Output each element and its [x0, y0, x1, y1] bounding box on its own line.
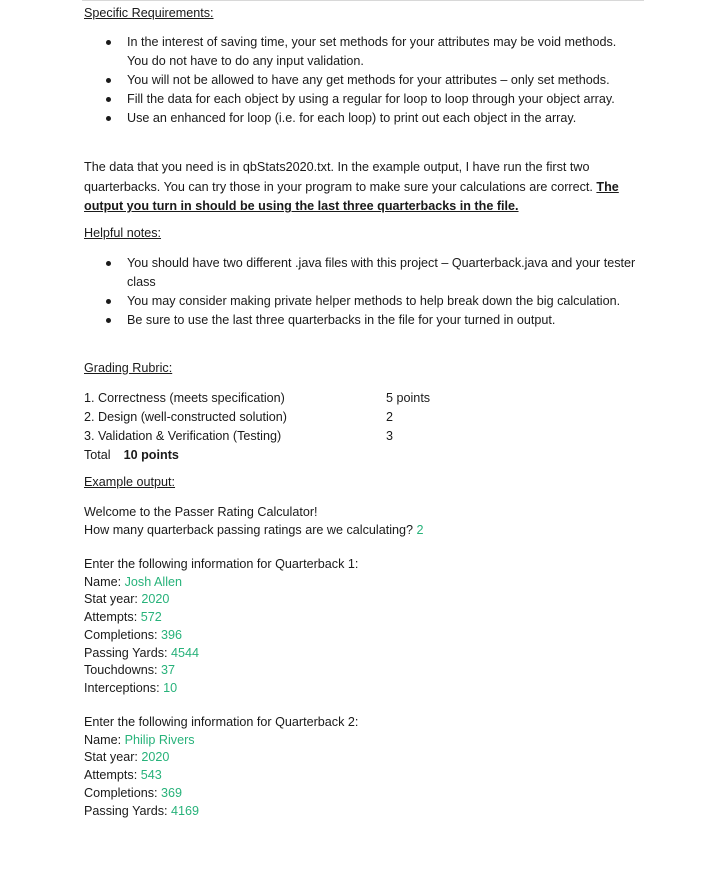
quarterback-2-block: [84, 714, 358, 820]
rubric-total-value: 10 points: [123, 448, 179, 462]
field-label: Interceptions:: [84, 680, 160, 695]
qb1-field: [84, 680, 358, 698]
example-output-heading: Example output:: [84, 475, 176, 489]
list-item: Fill the data for each object by using a regular for loop to loop through your object array.: [106, 90, 636, 109]
list-item: You may consider making private helper methods to help break down the big calculation.: [106, 292, 636, 311]
field-value: 2020: [141, 592, 170, 607]
field-value: Josh Allen: [124, 574, 183, 589]
field-label: Stat year:: [84, 592, 138, 607]
field-label: Completions:: [84, 785, 158, 800]
count-prompt-line: [84, 522, 424, 540]
qb2-field: [84, 749, 358, 767]
qb1-field: [84, 609, 358, 627]
qb2-intro: Enter the following information for Quarterback 2:: [84, 715, 359, 729]
field-value: Philip Rivers: [124, 732, 195, 747]
field-value: 396: [161, 627, 183, 642]
page-top-divider: [82, 0, 644, 1]
field-label: Name:: [84, 732, 122, 747]
rubric-points: 3: [386, 429, 394, 443]
field-label: Passing Yards:: [84, 803, 168, 818]
rubric-criterion: 1. Correctness (meets specification): [84, 391, 285, 405]
field-value: 572: [140, 610, 162, 625]
qb2-field: [84, 732, 358, 750]
list-item: In the interest of saving time, your set methods for your attributes may be void methods. You do not have to do any input validation.: [106, 33, 636, 71]
list-item: Be sure to use the last three quarterbacks in the file for your turned in output.: [106, 311, 636, 330]
field-label: Stat year:: [84, 750, 138, 765]
qb1-field: [84, 591, 358, 609]
field-value: 37: [161, 663, 176, 678]
grading-rubric-table: [84, 389, 504, 465]
field-value: 543: [140, 768, 162, 783]
helpful-notes-list: [106, 254, 636, 330]
rubric-points: 2: [386, 410, 394, 424]
qb1-intro: Enter the following information for Quarterback 1:: [84, 557, 359, 571]
data-instructions-emphasis: The output you turn in should be using the last three quarterbacks in the file.: [84, 179, 619, 213]
field-label: Attempts:: [84, 768, 138, 783]
qb1-field: [84, 627, 358, 645]
qb1-field: [84, 574, 358, 592]
count-input-value: 2: [416, 522, 424, 537]
data-instructions-text: The data that you need is in qbStats2020.txt. In the example output, I have run the first two quarterbacks. You can try those in your program to make sure your calculations are correct.: [84, 160, 593, 194]
data-instructions-paragraph: [84, 158, 644, 217]
field-label: Completions:: [84, 627, 158, 642]
count-prompt: How many quarterback passing ratings are we calculating?: [84, 522, 414, 537]
field-label: Name:: [84, 574, 122, 589]
field-value: 2020: [141, 750, 170, 765]
field-value: 10: [163, 680, 178, 695]
field-label: Touchdowns:: [84, 663, 158, 678]
rubric-total-row: [84, 446, 504, 465]
qb1-field: [84, 662, 358, 680]
qb1-field: [84, 645, 358, 663]
grading-rubric-heading: Grading Rubric:: [84, 361, 173, 375]
table-row: [84, 427, 504, 446]
field-value: 4169: [171, 803, 200, 818]
quarterback-1-block: [84, 556, 358, 698]
field-value: 369: [161, 785, 183, 800]
specific-requirements-list: [106, 33, 636, 128]
rubric-criterion: 2. Design (well-constructed solution): [84, 410, 287, 424]
helpful-notes-heading: Helpful notes:: [84, 226, 162, 240]
qb2-field: [84, 767, 358, 785]
table-row: [84, 408, 504, 427]
list-item: Use an enhanced for loop (i.e. for each loop) to print out each object in the array.: [106, 109, 636, 128]
rubric-points: 5 points: [386, 391, 431, 405]
welcome-line: Welcome to the Passer Rating Calculator!: [84, 505, 318, 519]
field-label: Passing Yards:: [84, 645, 168, 660]
qb2-field: [84, 803, 358, 821]
rubric-criterion: 3. Validation & Verification (Testing): [84, 429, 282, 443]
example-output-intro: [84, 504, 424, 539]
qb2-field: [84, 785, 358, 803]
rubric-total-label: Total: [84, 448, 111, 462]
list-item: You will not be allowed to have any get methods for your attributes – only set methods.: [106, 71, 636, 90]
field-value: 4544: [171, 645, 200, 660]
table-row: [84, 389, 504, 408]
field-label: Attempts:: [84, 610, 138, 625]
list-item: You should have two different .java files with this project – Quarterback.java and your tester class: [106, 254, 636, 292]
specific-requirements-heading: Specific Requirements:: [84, 6, 214, 20]
